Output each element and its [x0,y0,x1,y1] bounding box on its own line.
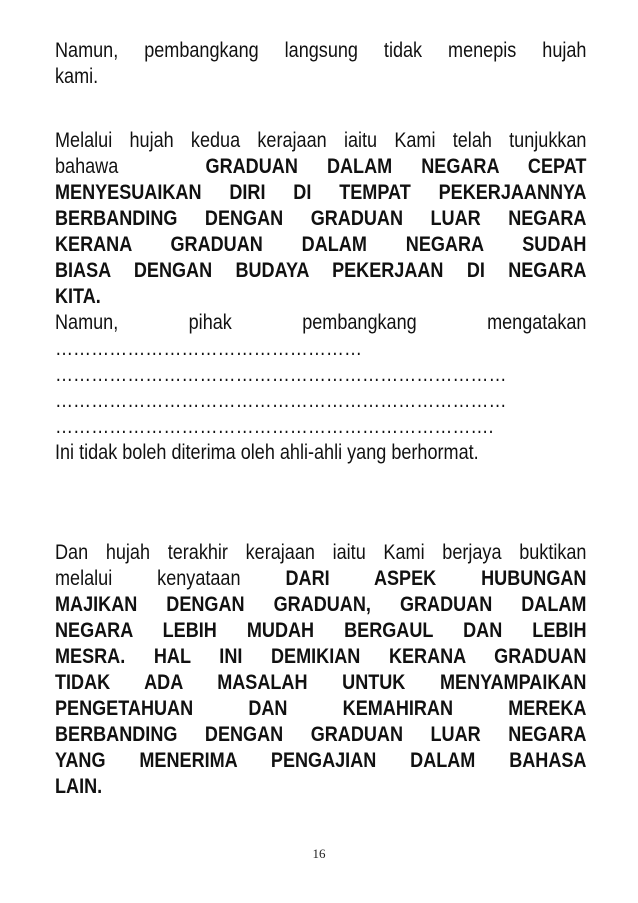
bold-text-line: KITA. [55,285,101,308]
text-line: Melalui hujah kedua kerajaan iaitu Kami telah tunjukkan [55,129,587,152]
text-segment: melalui kenyataan [55,567,241,590]
text-line: Ini tidak boleh diterima oleh ahli-ahli yang berhormat. [55,441,479,464]
bold-text-segment: GRADUAN DALAM NEGARA CEPAT [205,155,587,178]
text-line: Namun, pihak pembangkang mengatakan [55,311,587,334]
text-line [55,154,586,180]
bold-text-line: LAIN. [55,775,103,798]
bold-text-line: TIDAK ADA MASALAH UNTUK MENYAMPAIKAN [55,671,587,694]
bold-text-line: NEGARA LEBIH MUDAH BERGAUL DAN LEBIH [55,619,587,642]
bold-text-line: PENGETAHUAN DAN KEMAHIRAN MEREKA [55,697,587,720]
dotted-fill-line: …………………………………………… [55,337,363,360]
text-line: kami. [55,65,99,88]
dotted-fill-line: ………………………………………………………………. [55,415,494,438]
text-line [55,566,586,592]
bold-text-line: BIASA DENGAN BUDAYA PEKERJAAN DI NEGARA [55,259,587,282]
text-line: Namun, pembangkang langsung tidak menepis hujah [55,39,587,62]
text-segment: bahawa [55,155,119,178]
bold-text-segment: DARI ASPEK HUBUNGAN [285,567,587,590]
paragraph-1 [55,38,587,90]
bold-text-line: YANG MENERIMA PENGAJIAN DALAM BAHASA [55,749,587,772]
paragraph-3 [55,540,587,800]
bold-text-line: BERBANDING DENGAN GRADUAN LUAR NEGARA [55,207,587,230]
bold-text-line: MESRA. HAL INI DEMIKIAN KERANA GRADUAN [55,645,587,668]
bold-text-line: KERANA GRADUAN DALAM NEGARA SUDAH [55,233,587,256]
dotted-fill-line: ………………………………………………………………… [55,389,507,412]
page-number: 16 [312,846,326,861]
bold-text-line: MAJIKAN DENGAN GRADUAN, GRADUAN DALAM [55,593,587,616]
bold-text-line: MENYESUAIKAN DIRI DI TEMPAT PEKERJAANNYA [55,181,587,204]
paragraph-2 [55,128,587,466]
text-line: Dan hujah terakhir kerajaan iaitu Kami berjaya buktikan [55,541,587,564]
bold-text-line: BERBANDING DENGAN GRADUAN LUAR NEGARA [55,723,587,746]
dotted-fill-line: ………………………………………………………………… [55,363,507,386]
